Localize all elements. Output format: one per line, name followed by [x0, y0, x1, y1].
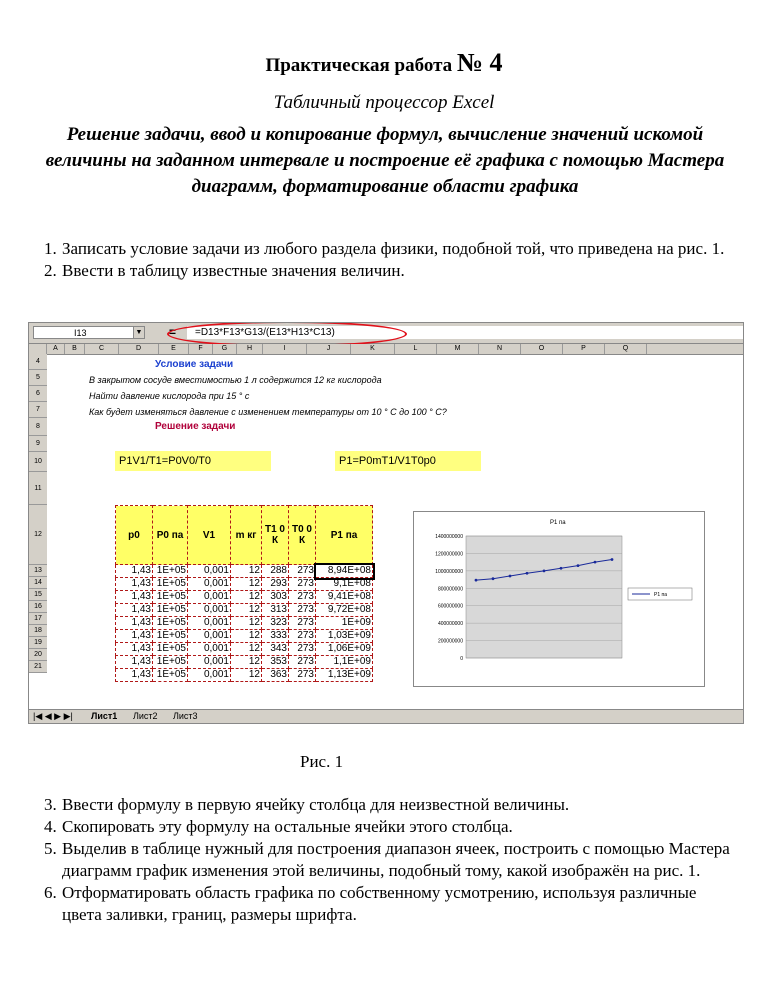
table-row	[116, 656, 373, 669]
steps-list-b	[30, 794, 730, 926]
data-point	[526, 572, 529, 575]
equals-icon: =	[169, 325, 177, 339]
column-header[interactable]: K	[351, 344, 395, 354]
figure-caption: Рис. 1	[300, 752, 344, 771]
y-tick-label: 800000000	[437, 586, 463, 593]
row-header[interactable]: 5	[29, 370, 47, 386]
column-header[interactable]: M	[437, 344, 479, 354]
table-cell[interactable]: 273	[289, 591, 316, 604]
data-point	[475, 579, 478, 582]
table-cell[interactable]: 1,43	[116, 578, 153, 591]
table-cell[interactable]: 12	[231, 656, 262, 669]
table-cell[interactable]: 333	[262, 630, 289, 643]
table-cell[interactable]: 323	[262, 617, 289, 630]
table-cell[interactable]: 1,43	[116, 617, 153, 630]
table-header[interactable]: m кг	[231, 506, 262, 565]
table-cell[interactable]: 9,41E+08	[316, 591, 373, 604]
row-header[interactable]: 10	[29, 452, 47, 472]
table-cell[interactable]: 1E+05	[153, 656, 188, 669]
solution-title: Решение задачи	[155, 421, 236, 432]
excel-window	[28, 322, 744, 724]
tab-sheet1[interactable]: Лист1	[91, 711, 118, 721]
legend-label: P1 па	[654, 592, 667, 598]
column-header[interactable]: I	[263, 344, 307, 354]
table-cell[interactable]: 363	[262, 669, 289, 682]
table-cell[interactable]: 0,001	[188, 604, 231, 617]
table-cell[interactable]: 0,001	[188, 630, 231, 643]
table-cell[interactable]: 1,43	[116, 591, 153, 604]
column-header[interactable]: J	[307, 344, 351, 354]
table-cell[interactable]: 273	[289, 630, 316, 643]
condition-title: Условие задачи	[155, 359, 234, 370]
condition-line: Как будет изменяться давление с изменением температуры от 10 ° С до 100 ° С?	[89, 407, 447, 417]
formula-bar	[29, 323, 743, 344]
row-header[interactable]: 18	[29, 625, 47, 637]
row-header[interactable]: 14	[29, 577, 47, 589]
data-table	[115, 505, 373, 682]
formula-right-cell: P1=P0mT1/V1T0p0	[335, 451, 481, 471]
name-box[interactable]: I13	[33, 326, 139, 339]
table-header[interactable]: T1 0 К	[262, 506, 289, 565]
table-cell[interactable]: 1,06E+09	[316, 643, 373, 656]
table-cell[interactable]: 1,43	[116, 643, 153, 656]
table-cell[interactable]: 293	[262, 578, 289, 591]
condition-line: Найти давление кислорода при 15 ° с	[89, 391, 250, 401]
table-header[interactable]: T0 0 К	[289, 506, 316, 565]
column-header[interactable]: G	[213, 344, 237, 354]
column-header[interactable]: L	[395, 344, 437, 354]
table-header[interactable]: p0	[116, 506, 153, 565]
sheet-tabs	[29, 709, 743, 724]
row-header[interactable]: 8	[29, 418, 47, 436]
column-header[interactable]: N	[479, 344, 521, 354]
heading: Решение задачи, ввод и копирование формул, вычисление значений искомой величины на заданном интервале и построение её графика с помощью Мастера диаграмм, форматирование области графика	[45, 124, 725, 197]
table-cell[interactable]: 353	[262, 656, 289, 669]
subtitle: Табличный процессор Excel	[273, 92, 495, 113]
table-cell[interactable]: 273	[289, 578, 316, 591]
table-cell[interactable]: 1E+05	[153, 617, 188, 630]
step-item: 3. Ввести формулу в первую ячейку столбца для неизвестной величины.	[44, 795, 570, 814]
chevron-down-icon[interactable]: ▼	[133, 326, 145, 339]
column-header[interactable]: Q	[605, 344, 647, 354]
table-cell[interactable]: 313	[262, 604, 289, 617]
step-item: 4. Скопировать эту формулу на остальные ячейки этого столбца.	[44, 817, 513, 836]
table-cell[interactable]: 273	[289, 669, 316, 682]
table-cell[interactable]: 1E+05	[153, 604, 188, 617]
table-cell[interactable]: 273	[289, 656, 316, 669]
table-row	[116, 578, 373, 591]
table-cell[interactable]: 1E+05	[153, 669, 188, 682]
table-cell[interactable]: 288	[262, 565, 289, 578]
table-cell[interactable]: 0,001	[188, 643, 231, 656]
nav-arrows-icon[interactable]: |◀ ◀ ▶ ▶|	[33, 711, 73, 721]
row-header[interactable]: 20	[29, 649, 47, 661]
column-header[interactable]: H	[237, 344, 263, 354]
table-cell[interactable]: 0,001	[188, 578, 231, 591]
table-cell[interactable]: 343	[262, 643, 289, 656]
table-cell[interactable]: 1,43	[116, 630, 153, 643]
column-header[interactable]: F	[189, 344, 213, 354]
formula-input[interactable]: =D13*F13*G13/(E13*H13*C13)	[187, 326, 743, 339]
data-point	[543, 569, 546, 572]
column-header[interactable]: B	[65, 344, 85, 354]
step-item: 5. Выделив в таблице нужный для построения диапазон ячеек, построить с помощью Мастера диаграмм график изменения этой величины, подобный тому, какой изображён на рис. 1.	[44, 839, 730, 880]
column-header[interactable]: E	[159, 344, 189, 354]
row-header[interactable]: 19	[29, 637, 47, 649]
table-cell[interactable]: 1,43	[116, 565, 153, 578]
table-cell[interactable]: 12	[231, 578, 262, 591]
data-point	[509, 575, 512, 578]
column-headers	[29, 344, 743, 355]
row-header[interactable]: 21	[29, 661, 47, 673]
table-row	[116, 617, 373, 630]
table-row	[116, 669, 373, 682]
page-title: Практическая работа № 4	[265, 48, 503, 77]
y-tick-label: 600000000	[437, 603, 463, 610]
formula-left-cell: P1V1/T1=P0V0/T0	[115, 451, 271, 471]
table-cell[interactable]: 12	[231, 669, 262, 682]
table-row	[116, 591, 373, 604]
step-item: 2. Ввести в таблицу известные значения величин.	[44, 261, 405, 280]
table-row	[116, 604, 373, 617]
step-item: 1. Записать условие задачи из любого раздела физики, подобной той, что приведена на рис. 1.	[44, 239, 725, 258]
condition-line: В закрытом сосуде вместимостью 1 л содержится 12 кг кислорода	[89, 375, 382, 385]
table-cell[interactable]: 273	[289, 565, 316, 578]
table-cell[interactable]: 1E+05	[153, 578, 188, 591]
row-header[interactable]: 11	[29, 472, 47, 505]
table-cell[interactable]: 1E+05	[153, 630, 188, 643]
table-cell[interactable]: 0,001	[188, 591, 231, 604]
table-cell[interactable]: 0,001	[188, 669, 231, 682]
column-header[interactable]: A	[47, 344, 65, 354]
table-cell[interactable]: 1,1E+09	[316, 656, 373, 669]
table-header[interactable]: P1 па	[316, 506, 373, 565]
table-cell[interactable]: 12	[231, 617, 262, 630]
step-item: 6. Отформатировать область графика по собственному усмотрению, используя различные цвета заливки, границ, размеры шрифта.	[44, 883, 697, 924]
table-cell[interactable]: 1,43	[116, 656, 153, 669]
data-point	[492, 577, 495, 580]
table-cell[interactable]: 1,13E+09	[316, 669, 373, 682]
chart-title: P1 па	[550, 520, 566, 526]
plot-area	[466, 536, 622, 658]
table-cell[interactable]: 0,001	[188, 656, 231, 669]
table-row	[116, 565, 373, 578]
chart[interactable]	[413, 511, 705, 687]
row-header[interactable]: 16	[29, 601, 47, 613]
table-header[interactable]: P0 па	[153, 506, 188, 565]
table-cell[interactable]: 273	[289, 604, 316, 617]
y-tick-label: 400000000	[437, 621, 463, 628]
row-header[interactable]: 17	[29, 613, 47, 625]
row-header[interactable]: 7	[29, 402, 47, 418]
table-cell[interactable]: 1E+09	[316, 617, 373, 630]
table-cell[interactable]: 1,43	[116, 669, 153, 682]
column-header[interactable]: C	[85, 344, 119, 354]
table-cell[interactable]: 273	[289, 643, 316, 656]
column-header[interactable]: O	[521, 344, 563, 354]
y-tick-label: 1200000000	[435, 551, 463, 558]
table-cell[interactable]: 0,001	[188, 617, 231, 630]
row-header[interactable]: 15	[29, 589, 47, 601]
data-point	[560, 567, 563, 570]
table-cell[interactable]: 1,03E+09	[316, 630, 373, 643]
table-row	[116, 643, 373, 656]
tab-sheet3[interactable]: Лист3	[173, 711, 198, 721]
row-header[interactable]: 9	[29, 436, 47, 452]
table-cell[interactable]: 9,72E+08	[316, 604, 373, 617]
column-header[interactable]: P	[563, 344, 605, 354]
table-cell[interactable]: 12	[231, 630, 262, 643]
table-cell[interactable]: 8,94E+08	[316, 565, 373, 578]
table-cell[interactable]: 1E+05	[153, 591, 188, 604]
y-tick-label: 200000000	[437, 638, 463, 645]
tab-sheet2[interactable]: Лист2	[133, 711, 158, 721]
table-cell[interactable]: 0,001	[188, 565, 231, 578]
table-row	[116, 630, 373, 643]
row-header[interactable]: 6	[29, 386, 47, 402]
select-all-corner[interactable]	[29, 344, 47, 354]
steps-list-a	[30, 238, 730, 282]
table-cell[interactable]: 12	[231, 643, 262, 656]
table-cell[interactable]: 12	[231, 604, 262, 617]
y-tick-label: 0	[460, 656, 463, 662]
row-header[interactable]: 12	[29, 505, 47, 565]
table-cell[interactable]: 12	[231, 565, 262, 578]
table-cell[interactable]: 1,43	[116, 604, 153, 617]
data-point	[611, 558, 614, 561]
table-cell[interactable]: 303	[262, 591, 289, 604]
table-header[interactable]: V1	[188, 506, 231, 565]
row-header[interactable]: 13	[29, 565, 47, 577]
table-cell[interactable]: 1E+05	[153, 643, 188, 656]
table-cell[interactable]: 1E+05	[153, 565, 188, 578]
data-point	[594, 561, 597, 564]
table-cell[interactable]: 273	[289, 617, 316, 630]
table-cell[interactable]: 9,1E+08	[316, 578, 373, 591]
data-point	[577, 564, 580, 567]
y-tick-label: 1000000000	[435, 568, 463, 575]
y-tick-label: 1400000000	[435, 534, 463, 540]
column-header[interactable]: D	[119, 344, 159, 354]
table-cell[interactable]: 12	[231, 591, 262, 604]
row-header[interactable]: 4	[29, 354, 47, 370]
